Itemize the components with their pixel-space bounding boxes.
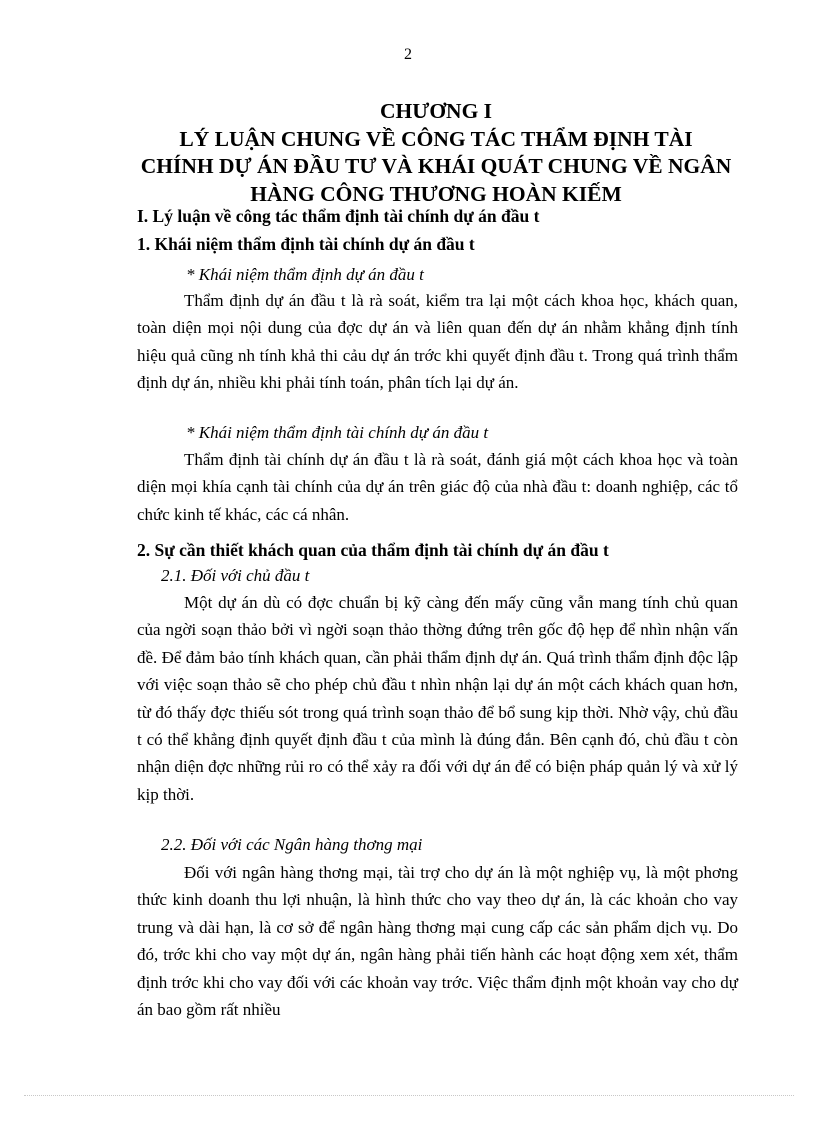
page-bottom-rule [24,1095,794,1096]
sub-heading-1a: * Khái niệm thẩm định dự án đầu t [186,265,424,284]
sub-heading-2-2: 2.2. Đối với các Ngân hàng thơng mại [161,835,423,854]
chapter-title-line-3: HÀNG CÔNG THƯƠNG HOÀN KIẾM [250,181,622,206]
paragraph-4: Đối với ngân hàng thơng mại, tài trợ cho dự án là một nghiệp vụ, là một phơng thức kinh doanh thu lợi nhuận, là hình thức cho vay theo dự án, là các khoản cho vay trung và dài hạn, là cơ sở để ngân hàng thơng mại cung cấp các sản phẩm dịch vụ. Do đó, trớc khi cho vay một dự án, ngân hàng phải tiến hành các hoạt động xem xét, thẩm định trớc khi cho vay đối với các khoản vay trớc. Việc thẩm định một khoản vay cho dự án bao gồm rất nhiều [137,863,738,1020]
heading-1: 1. Khái niệm thẩm định tài chính dự án đầu t [137,234,475,254]
chapter-heading [100,98,772,208]
sub-heading-2-1: 2.1. Đối với chủ đầu t [161,566,310,585]
heading-2: 2. Sự cần thiết khách quan của thẩm định tài chính dự án đầu t [137,540,609,560]
chapter-title-line-1: LÝ LUẬN CHUNG VỀ CÔNG TÁC THẨM ĐỊNH TÀI [179,126,693,151]
paragraph-3: Một dự án dù có đợc chuẩn bị kỹ càng đến mấy cũng vẫn mang tính chủ quan của ngời soạn thảo bởi vì ngời soạn thảo thờng đứng trên gốc độ hẹp để nhìn nhận vấn đề. Để đảm bảo tính khách quan, cần phải thẩm định dự án. Quá trình thẩm định độc lập với việc soạn thảo sẽ cho phép chủ đầu t nhìn nhận lại dự án một cách khách quan hơn, từ đó thấy đợc thiếu sót trong quá trình soạn thảo để bổ sung kịp thời. Nhờ vậy, chủ đầu t có thể khẳng định quyết định đầu t của mình là đúng đắn. Bên cạnh đó, chủ đầu t còn nhận diện đợc những rủi ro có thể xảy ra đối với dự án để có biện pháp quản lý và xử lý kịp thời. [137,593,738,804]
paragraph-1: Thẩm định dự án đầu t là rà soát, kiểm tra lại một cách khoa học, khách quan, toàn diện mọi nội dung của đợc dự án và liên quan đến dự án nhằm khẳng định tính hiệu quả cũng nh tính khả thi cảu dự án trớc khi quyết định đầu t. Trong quá trình thẩm định dự án, nhiều khi phải tính toán, phân tích lại dự án. [137,291,738,393]
sub-heading-1b: * Khái niệm thẩm định tài chính dự án đầu t [186,423,489,442]
chapter-label: CHƯƠNG I [379,99,493,123]
section-heading-1: I. Lý luận về công tác thẩm định tài chính dự án đầu t [137,206,540,226]
page-number: 2 [404,46,412,63]
chapter-title-line-2: CHÍNH DỰ ÁN ĐẦU TƯ VÀ KHÁI QUÁT CHUNG VỀ NGÂN [140,154,732,178]
paragraph-2: Thẩm định tài chính dự án đầu t là rà soát, đánh giá một cách khoa học và toàn diện mọi khía cạnh tài chính của dự án trên giác độ của nhà đầu t: doanh nghiệp, các tổ chức kinh tế khác, các cá nhân. [137,450,738,524]
